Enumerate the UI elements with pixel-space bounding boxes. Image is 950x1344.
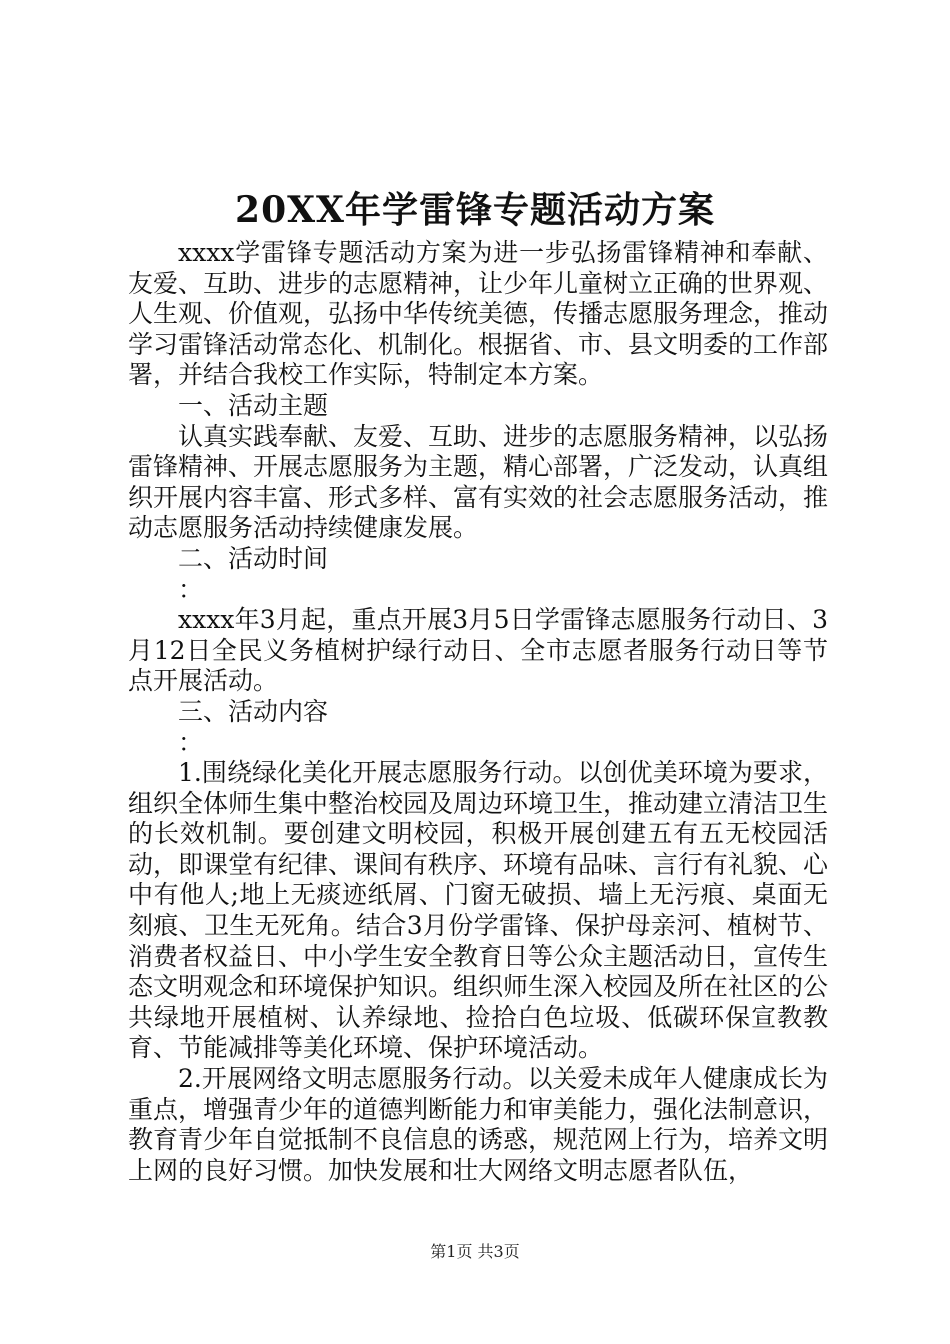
- section-heading-content: 三、活动内容: [178, 696, 329, 726]
- document-body: [128, 238, 828, 1186]
- theme-paragraph: 认真实践奉献、友爱、互助、进步的志愿服务精神，以弘扬雷锋精神、开展志愿服务为主题，精心部署，广泛发动，认真组织开展内容丰富、形式多样、富有实效的社会志愿服务活动，推动志愿服务活动持续健康发展。: [128, 421, 829, 543]
- content-colon: ：: [178, 727, 204, 757]
- time-colon: ：: [178, 574, 204, 604]
- page-footer: 第1页 共3页: [430, 1242, 520, 1261]
- content-item-2: 2.开展网络文明志愿服务行动。以关爱未成年人健康成长为重点，增强青少年的道德判断能力和审美能力，强化法制意识，教育青少年自觉抵制不良信息的诱惑，规范网上行为，培养文明上网的良好习惯。加快发展和壮大网络文明志愿者队伍，: [128, 1064, 829, 1185]
- section-heading-theme: 一、活动主题: [178, 390, 329, 420]
- time-paragraph: xxxx年3月起，重点开展3月5日学雷锋志愿服务行动日、3月12日全民义务植树护绿行动日、全市志愿者服务行动日等节点开展活动。: [128, 605, 828, 696]
- content-item-1: 1.围绕绿化美化开展志愿服务行动。以创优美环境为要求，组织全体师生集中整治校园及周边环境卫生，推动建立清洁卫生的长效机制。要创建文明校园，积极开展创建五有五无校园活动，即课堂有纪律、课间有秩序、环境有品味、言行有礼貌、心中有他人;地上无痰迹纸屑、门窗无破损、墙上无污痕、桌面无刻痕、卫生无死角。结合3月份学雷锋、保护母亲河、植树节、消费者权益日、中小学生安全教育日等公众主题活动日，宣传生态文明观念和环境保护知识。组织师生深入校园及所在社区的公共绿地开展植树、认养绿地、捡拾白色垃圾、低碳环保宣教教育、节能减排等美化环境、保护环境活动。: [128, 758, 829, 1063]
- section-heading-time: 二、活动时间: [178, 543, 329, 573]
- intro-paragraph: xxxx学雷锋专题活动方案为进一步弘扬雷锋精神和奉献、友爱、互助、进步的志愿精神，让少年儿童树立正确的世界观、人生观、价值观，弘扬中华传统美德，传播志愿服务理念，推动学习雷锋活动常态化、机制化。根据省、市、县文明委的工作部署，并结合我校工作实际，特制定本方案。: [128, 238, 829, 390]
- document-title: 20XX年学雷锋专题活动方案: [235, 189, 715, 231]
